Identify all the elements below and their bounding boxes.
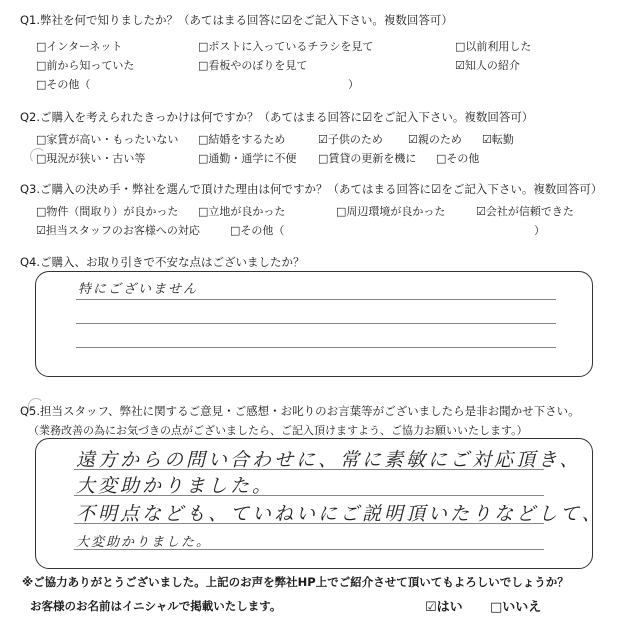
- q1-option-flyer[interactable]: □ポストに入っているチラシを見て: [198, 40, 374, 53]
- consent-yes-checkbox[interactable]: ☑はい: [425, 600, 463, 615]
- ruled-line: [76, 347, 556, 348]
- ruled-line: [74, 469, 544, 470]
- q5-handwritten-line-4: 大変助かりました。: [76, 535, 212, 550]
- q4-question: Q4.ご購入、お取り引きで不安な点はございましたか？: [20, 255, 305, 269]
- q3-question: Q3.ご購入の決め手・弊社を選んで頂けた理由は何ですか？（あてはまる回答に☑をご記入下さい。複数回答可）: [20, 182, 603, 196]
- q3-option-trust[interactable]: ☑会社が信頼できた: [476, 205, 574, 218]
- consent-question: ※ご協力ありがとうございました。上記のお声を弊社HP上でご紹介させて頂いてもよろしいでしょうか？: [22, 575, 569, 589]
- q5-question: Q5.担当スタッフ、弊社に関するご意見・ご感想・お叱りのお言葉等がございましたら是非お聞かせ下さい。: [20, 404, 580, 418]
- ruled-line: [76, 323, 556, 324]
- q2-option-parents[interactable]: ☑親のため: [408, 133, 462, 146]
- q1-option-known-before[interactable]: □前から知っていた: [36, 59, 135, 72]
- q2-option-children[interactable]: ☑子供のため: [318, 133, 383, 146]
- q2-question: Q2.ご購入を考えられたきっかけは何ですか？（あてはまる回答に☑をご記入下さい。複数回答可）: [20, 110, 534, 124]
- q5-note: （業務改善の為にお気づきの点がございましたら、ご記入頂けますよう、ご協力お願いいたします。）: [28, 424, 528, 437]
- consent-no-checkbox[interactable]: □いいえ: [490, 600, 542, 615]
- q5-handwritten-line-2: 大変助かりました。: [76, 475, 275, 497]
- ruled-line: [74, 549, 544, 550]
- q1-option-other-close: ）: [348, 78, 359, 91]
- q3-option-floorplan[interactable]: □物件（間取り）が良かった: [36, 205, 179, 218]
- q1-question: Q1.弊社を何で知りましたか？（あてはまる回答に☑をご記入下さい。複数回答可）: [20, 13, 453, 27]
- q2-option-lease-renewal[interactable]: □賃貸の更新を機に: [318, 152, 417, 165]
- name-note: お客様のお名前はイニシャルで掲載いたします。: [30, 599, 282, 613]
- q5-handwritten-line-1: 遠方からの問い合わせに、常に素敏にご対応頂き、: [76, 449, 582, 471]
- q3-option-location[interactable]: □立地が良かった: [198, 205, 286, 218]
- q4-handwritten-answer: 特にございません: [78, 282, 199, 297]
- q2-option-other[interactable]: □その他: [436, 152, 480, 165]
- q2-option-rent-high[interactable]: □家賃が高い・もったいない: [36, 133, 179, 146]
- q5-handwritten-line-3: 不明点なども、ていねいにご説明頂いたりなどして、: [76, 503, 604, 525]
- q5-answer-box[interactable]: [35, 438, 604, 569]
- q1-option-signboard[interactable]: □看板やのぼりを見て: [198, 59, 308, 72]
- q3-option-staff[interactable]: ☑担当スタッフのお客様への対応: [36, 224, 200, 237]
- q2-option-transfer[interactable]: ☑転勤: [482, 133, 514, 146]
- ruled-line: [76, 299, 556, 300]
- q2-option-commute[interactable]: □通勤・通学に不便: [198, 152, 297, 165]
- q2-option-marriage[interactable]: □結婚をするため: [198, 133, 286, 146]
- q3-option-other-close: ）: [534, 224, 545, 237]
- q1-option-internet[interactable]: □インターネット: [36, 40, 123, 53]
- ruled-line: [74, 523, 544, 524]
- q1-option-other[interactable]: □その他（: [36, 78, 91, 91]
- q3-option-surroundings[interactable]: □周辺環境が良かった: [336, 205, 446, 218]
- q1-option-referral[interactable]: ☑知人の紹介: [455, 59, 520, 72]
- q4-answer-box[interactable]: [35, 271, 593, 377]
- q2-option-small-old[interactable]: □現況が狭い・古い等: [36, 152, 146, 165]
- q3-option-other[interactable]: □その他（: [230, 224, 285, 237]
- ruled-line: [74, 495, 544, 496]
- q1-option-previous-use[interactable]: □以前利用した: [455, 40, 532, 53]
